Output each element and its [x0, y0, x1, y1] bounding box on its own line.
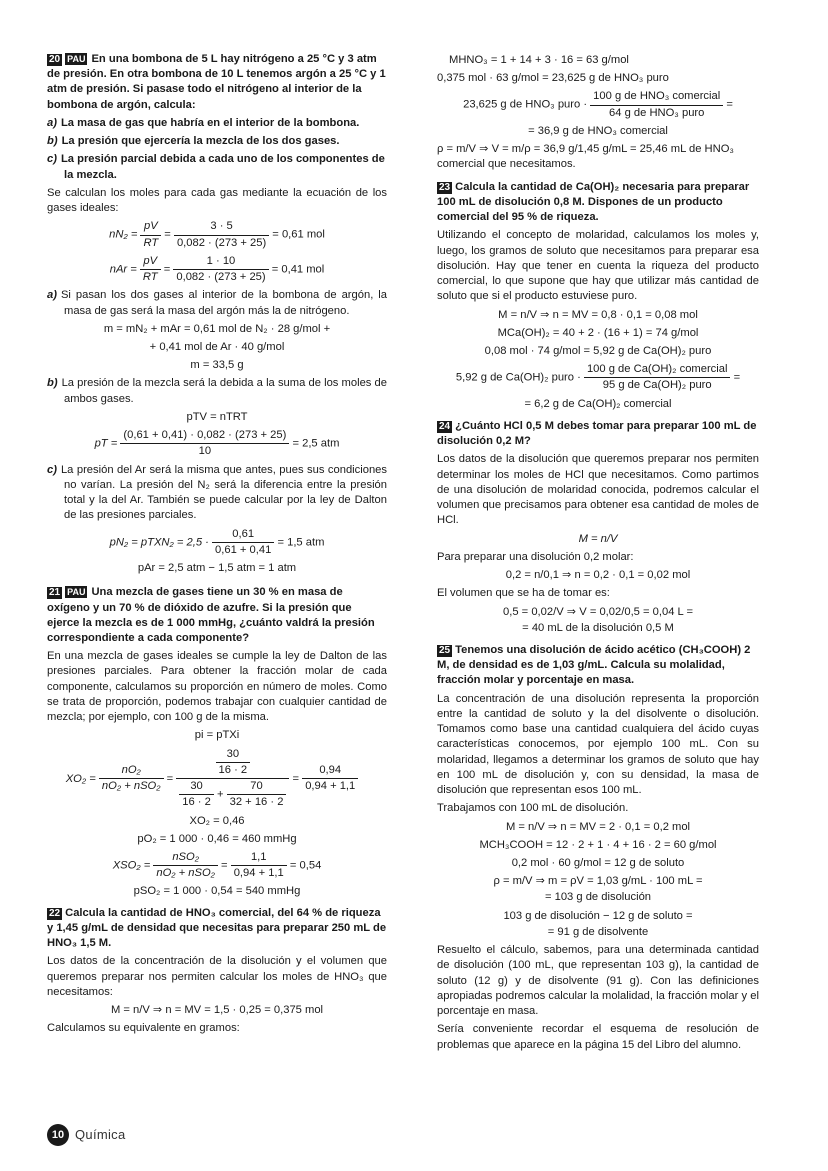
equation: 0,08 mol · 74 g/mol = 5,92 g de Ca(OH)₂ puro	[484, 344, 712, 357]
equation: = 103 g de disolución	[544, 891, 652, 904]
denominator: 0,61 + 0,41	[215, 543, 272, 556]
equation: pTV = nTRT	[186, 410, 248, 423]
eq-result: = 2,5 atm	[292, 437, 340, 450]
answer-text: En una mezcla de gases ideales se cumple la ley de Dalton de las presiones parciales. Para obtener la fracción molar de cada componente, calculamos su proporción en número de moles. Como se trata de proporción, podemos trabajar con cualquier cantidad de mezcla; por ejemplo, con 100 g de la misma.	[47, 650, 387, 724]
sub-label: b)	[47, 135, 58, 148]
answer-text: Los datos de la concentración de la disolución y el volumen que queremos preparar nos permiten calcular los moles de HNO₃ que necesitamos:	[47, 955, 387, 998]
equation	[437, 362, 759, 393]
equation: pSO₂ = 1 000 · 0,54 = 540 mmHg	[133, 885, 301, 898]
sub-text: La presión que ejercería la mezcla de los dos gases.	[61, 135, 340, 148]
equation: = 6,2 g de Ca(OH)₂ comercial	[524, 397, 672, 410]
compound-fraction	[176, 747, 289, 811]
sub-label: c)	[47, 153, 57, 166]
pau-badge: PAU	[67, 587, 86, 598]
question-22	[47, 906, 387, 952]
equation: nAr = $\frac{pV}{RT}$ = $\frac{1 \cdot 10}{0,082 \cdot (273 + 25)}$ = 0,41 mol	[47, 254, 387, 285]
sub-question-a	[47, 116, 387, 131]
numerator: 30	[179, 779, 214, 795]
fraction	[179, 779, 214, 810]
question-number: 20	[49, 54, 61, 65]
answer-c	[47, 463, 387, 524]
fraction	[590, 89, 723, 120]
plus-sign: +	[216, 788, 224, 801]
answer-text: Sería conveniente recordar el esquema de resolución de problemas que aparece en la página 15 del Libro del alumno.	[437, 1023, 759, 1051]
numerator: 0,94	[302, 763, 358, 779]
answer-label: a)	[47, 289, 57, 302]
question-number: 22	[49, 907, 61, 919]
question-statement: Una mezcla de gases tiene un 30 % en masa de oxígeno y un 70 % de dióxido de azufre. Si la presión que ejerce la mezcla es de 1 000 mmHg, ¿cuánto valdrá la presión correspondiente a cada componente?	[47, 586, 375, 644]
denominator: 0,94 + 1,1	[305, 780, 356, 793]
equation: ρ = m/V ⇒ m = ρV = 1,03 g/mL · 100 mL =	[493, 875, 703, 888]
eq-lhs: 23,625 g de HNO₃ puro ·	[463, 99, 588, 112]
equals-sign: =	[726, 99, 733, 112]
question-number: 23	[439, 181, 451, 193]
equation: M = n/V ⇒ n = MV = 0,8 · 0,1 = 0,08 mol	[498, 308, 698, 321]
question-statement: Calcula la cantidad de HNO₃ comercial, del 64 % de riqueza y 1,45 g/mL de densidad que necesitas para preparar 250 mL de HNO₃ 1,5 M.	[47, 906, 387, 950]
eq-lhs: pT =	[94, 437, 118, 450]
eq-lhs: XO₂ =	[65, 772, 96, 785]
equation: XO₂ = 0,46	[189, 814, 245, 827]
question-number: 24	[439, 420, 451, 432]
equation: 0,2 = n/0,1 ⇒ n = 0,2 · 0,1 = 0,02 mol	[505, 569, 691, 582]
sub-label: a)	[47, 116, 57, 129]
equation: MCa(OH)₂ = 40 + 2 · (16 + 1) = 74 g/mol	[497, 326, 699, 339]
denominator: 10	[198, 445, 212, 458]
fraction	[140, 219, 161, 250]
fraction	[212, 527, 274, 558]
answer-text: La presión del Ar será la misma que antes, pues sus condiciones no varían. La presión del N₂ será la diferencia entre la presión total y la del Ar. También se puede calcular por la ley de Dalton de las presiones parciales.	[60, 463, 387, 522]
question-25	[437, 643, 759, 689]
fraction	[120, 428, 289, 459]
question-20	[47, 52, 387, 113]
sub-text: La masa de gas que habría en el interior de la bombona.	[60, 116, 360, 129]
eq-lhs: XSO₂ =	[112, 859, 151, 872]
denominator: RT	[143, 236, 159, 249]
pau-badge: PAU	[67, 54, 86, 64]
equation: = 36,9 g de HNO₃ comercial	[528, 124, 668, 137]
page-number: 10	[47, 1124, 69, 1146]
question-statement: En una bombona de 5 L hay nitrógeno a 25 °C y 3 atm de presión. En otra bombona de 10 L tenemos argón a 25 °C y 1 atm de presión. Si pasase todo el nitrógeno al interior de la bombona de argón, calcula:	[47, 53, 386, 111]
answer-text: Se calculan los moles para cada gas mediante la ecuación de los gases ideales:	[47, 186, 387, 215]
question-statement: Calcula la cantidad de Ca(OH)₂ necesaria para preparar 100 mL de disolución 0,8 M. Dispones de un producto comercial del 95 % de riqueza.	[437, 180, 750, 224]
equation: MCH₃COOH = 12 · 2 + 1 · 4 + 16 · 2 = 60 g/mol	[479, 838, 717, 851]
fraction	[153, 850, 218, 881]
eq-lhs: nN₂ =	[109, 229, 138, 242]
question-statement: Tenemos una disolución de ácido acético (CH₃COOH) 2 M, de densidad es de 1,03 g/mL. Calcula su molalidad, fracción molar y porcentaje en masa.	[437, 643, 751, 687]
equation: M = n/V ⇒ n = MV = 1,5 · 0,25 = 0,375 mol	[110, 1004, 324, 1017]
equation: pi = pTXi	[194, 729, 240, 742]
answer-label: b)	[47, 377, 58, 390]
answer-text: Para preparar una disolución 0,2 molar:	[437, 550, 634, 563]
answer-text: La concentración de una disolución representa la proporción entre la cantidad de soluto y la del disolvente o disolución. Tomamos como base una cantidad cualquiera del ácido cuyas características conocemos, por ejemplo 100 mL. Con su molaridad, llegamos a determinar los gramos de soluto que hay en 100 mL de disolución y, con su densidad, la masa de disolución que representan esos 100 mL.	[437, 692, 759, 797]
numerator: pV	[140, 219, 161, 235]
question-21	[47, 585, 387, 646]
equation: M = n/V	[578, 532, 618, 545]
subject-label: Química	[75, 1127, 126, 1143]
equation: 103 g de disolución − 12 g de soluto =	[503, 909, 693, 922]
answer-text: Trabajamos con 100 mL de disolución.	[437, 802, 629, 815]
equation: 0,2 mol · 60 g/mol = 12 g de soluto	[511, 857, 685, 870]
denominator	[176, 779, 289, 810]
equation: m = mN₂ + mAr = 0,61 mol de N₂ · 28 g/mol +	[103, 322, 331, 335]
equation	[47, 527, 387, 558]
fraction	[140, 254, 161, 285]
eq-lhs: pN₂ = pTXN₂ = 2,5 ·	[109, 536, 209, 549]
equation: pAr = 2,5 atm − 1,5 atm = 1 atm	[137, 562, 297, 575]
numerator: 70	[227, 779, 287, 795]
numerator: 100 g de HNO₃ comercial	[590, 89, 723, 105]
equation: + 0,41 mol de Ar · 40 g/mol	[149, 340, 285, 353]
answer-b	[47, 376, 387, 406]
numerator: pV	[140, 254, 161, 270]
numerator: 30	[216, 747, 251, 763]
answer-text: La presión de la mezcla será la debida a la suma de los moles de ambos gases.	[61, 377, 387, 405]
answer-text: Resuelto el cálculo, sabemos, para una determinada cantidad de disolución (100 mL, que representan 103 g), la cantidad de soluto (12 g) y de disolvente (91 g). Con las definiciones apropiadas podremos calcular la molalidad, la fracción molar y el porcentaje en masa.	[437, 944, 759, 1018]
numerator: nSO₂	[153, 850, 218, 866]
question-number: 21	[49, 587, 61, 599]
answer-label: c)	[47, 463, 57, 476]
denominator: 64 g de HNO₃ puro	[609, 106, 705, 119]
denominator: nO₂ + nSO₂	[156, 867, 215, 880]
fraction	[99, 763, 164, 794]
numerator	[176, 747, 289, 779]
answer-text: El volumen que se ha de tomar es:	[437, 587, 610, 600]
numerator: 100 g de Ca(OH)₂ comercial	[584, 362, 731, 378]
eq-result: = 0,61 mol	[272, 229, 325, 242]
sub-question-c	[47, 152, 387, 182]
answer-text: Utilizando el concepto de molaridad, calculamos los moles y, luego, los gramos de soluto que necesitamos para preparar esa disolución. Hay que tener en cuenta la riqueza del producto comercial, lo que supone que hay que utilizar más cantidad de soluto que si el producto estuviese puro.	[437, 229, 759, 303]
numerator: (0,61 + 0,41) · 0,082 · (273 + 25)	[120, 428, 289, 444]
equation: M = n/V ⇒ n = MV = 2 · 0,1 = 0,2 mol	[505, 820, 691, 833]
numerator: 3 · 5	[174, 219, 269, 235]
fraction	[231, 850, 287, 881]
denominator: 0,082 · (273 + 25)	[176, 236, 267, 249]
equation: m = 33,5 g	[190, 359, 244, 372]
denominator: 16 · 2	[218, 763, 248, 776]
denominator: RT	[142, 271, 158, 284]
eq-result: = 1,5 atm	[277, 536, 325, 549]
fraction	[174, 219, 269, 250]
eq-lhs: 5,92 g de Ca(OH)₂ puro ·	[455, 371, 581, 384]
denominator: 16 · 2	[182, 796, 211, 809]
equals-sign: =	[733, 371, 741, 384]
fraction	[173, 254, 268, 285]
question-number: 25	[439, 644, 451, 656]
numerator: nO₂	[99, 763, 164, 779]
eq-result: = 0,41 mol	[271, 263, 325, 276]
answer-text: ρ = m/V ⇒ V = m/ρ = 36,9 g/1,45 g/mL = 25,46 mL de HNO₃ comercial que necesitamos.	[437, 143, 734, 171]
answer-text: Los datos de la disolución que queremos preparar nos permiten determinar los moles de HCl que necesitamos. Como partimos de una disolución de molaridad conocida, podremos calcular el volumen que precisamos para obtener esa cantidad de moles de HCl.	[437, 453, 759, 527]
equation: XO₂ = $\frac{\text{nO₂}}{\text{nO₂ + nSO₂}}$ = $\frac{30}{16 \cdot 2}$ $\frac{30}{16 \cdot 2}$ + $\frac{70}{32 + 16 \cdot 2}$ = $\frac{0,94}{0,94 + 1,1}$	[37, 747, 387, 811]
equation	[47, 428, 387, 459]
sub-question-b	[47, 134, 387, 149]
denominator: 32 + 16 · 2	[229, 796, 284, 809]
equation: nN₂ = $\frac{pV}{RT}$ = $\frac{3 \cdot 5}{0,082 \cdot (273 + 25)}$ = 0,61 mol	[47, 219, 387, 250]
eq-lhs: nAr =	[109, 263, 137, 276]
question-23	[437, 180, 759, 226]
equation: pO₂ = 1 000 · 0,46 = 460 mmHg	[137, 832, 297, 845]
answer-a	[47, 288, 387, 318]
answer-text: Si pasan los dos gases al interior de la bombona de argón, la masa de gas será la masa del argón más la de nitrógeno.	[60, 289, 387, 317]
denominator: nO₂ + nSO₂	[101, 780, 161, 793]
fraction	[216, 747, 251, 778]
denominator: 95 g de Ca(OH)₂ puro	[602, 379, 712, 392]
numerator: 1 · 10	[173, 254, 268, 270]
equation: MHNO₃ = 1 + 14 + 3 · 16 = 63 g/mol	[449, 54, 629, 66]
right-column	[437, 52, 759, 1056]
question-statement: ¿Cuánto HCl 0,5 M debes tomar para preparar 100 mL de disolución 0,2 M?	[437, 419, 757, 448]
answer-text: Calculamos su equivalente en gramos:	[47, 1022, 240, 1035]
eq-result: = 0,54	[289, 859, 322, 872]
equation: 0,5 = 0,02/V ⇒ V = 0,02/0,5 = 0,04 L =	[503, 605, 693, 618]
denominator: 0,94 + 1,1	[233, 867, 284, 880]
page-footer	[47, 1124, 126, 1146]
denominator: 0,082 · (273 + 25)	[176, 271, 266, 284]
numerator: 0,61	[212, 527, 274, 543]
question-24	[437, 419, 759, 449]
equation: 0,375 mol · 63 g/mol = 23,625 g de HNO₃ puro	[437, 72, 669, 85]
fraction	[584, 362, 731, 393]
fraction	[302, 763, 358, 794]
equation: = 40 mL de la disolución 0,5 M	[522, 621, 674, 634]
fraction	[227, 779, 287, 810]
numerator: 1,1	[231, 850, 287, 866]
equation: XSO₂ = $\frac{\text{nSO₂}}{\text{nO₂ + nSO₂}}$ = $\frac{1,1}{0,94 + 1,1}$ = 0,54	[47, 850, 387, 881]
left-column	[47, 52, 387, 1040]
sub-text: La presión parcial debida a cada uno de los componentes de la mezcla.	[60, 153, 385, 181]
equation	[437, 89, 759, 120]
equation: = 91 g de disolvente	[547, 925, 649, 938]
